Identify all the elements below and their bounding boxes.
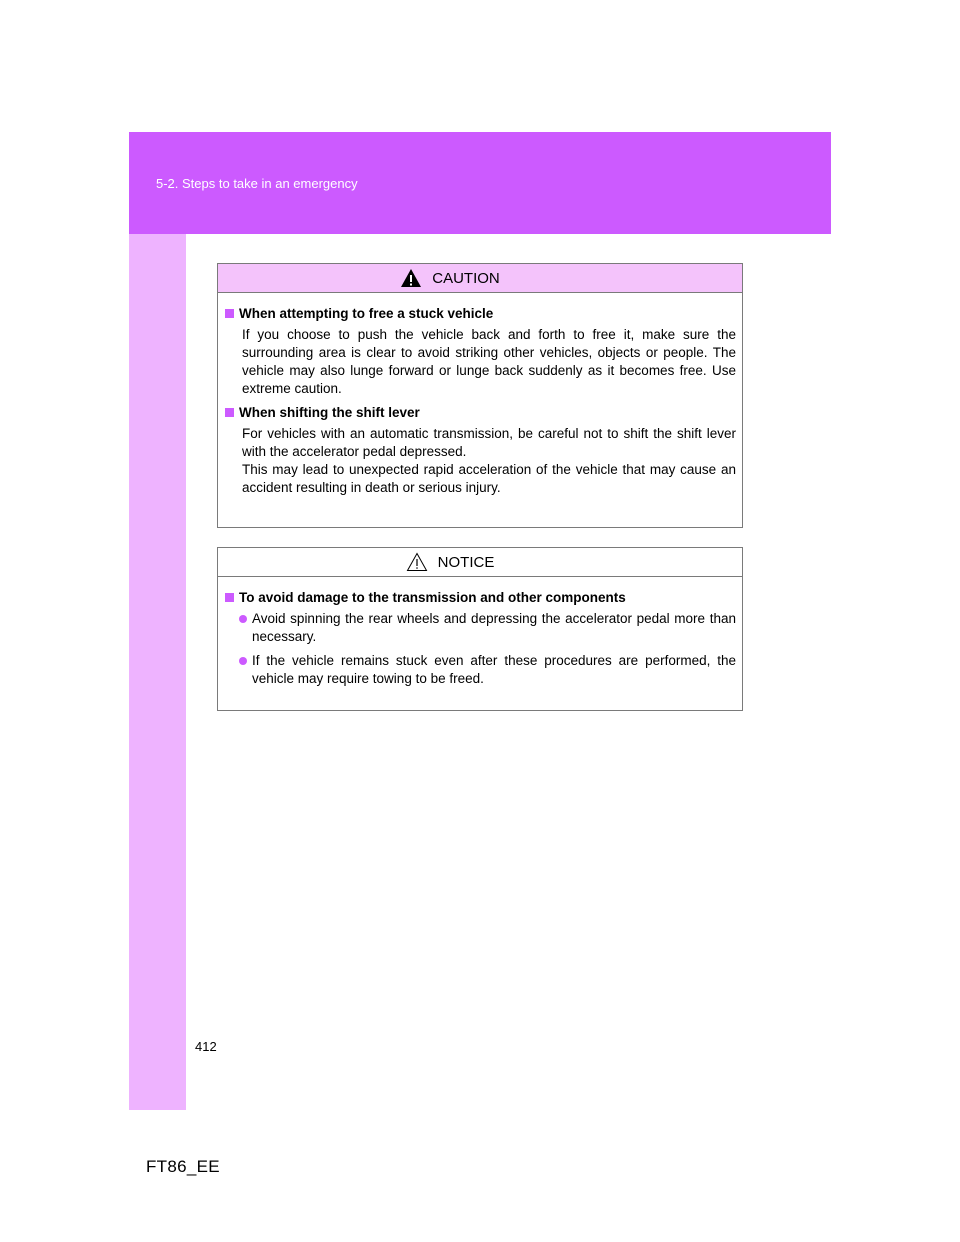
section-title: 5-2. Steps to take in an emergency: [156, 176, 358, 191]
caution-paragraph: For vehicles with an automatic transmission, be careful not to shift the shift lever with the accelerator pedal depressed.: [242, 426, 736, 459]
notice-box: [217, 547, 743, 711]
square-bullet-icon: [225, 593, 234, 602]
notice-list-item: If the vehicle remains stuck even after these procedures are performed, the vehicle may require towing to be freed.: [239, 652, 736, 688]
caution-section-heading: When shifting the shift lever: [225, 404, 736, 422]
footer-code: FT86_EE: [146, 1157, 220, 1176]
page-number: 412: [195, 1039, 217, 1054]
caution-title: CAUTION: [432, 269, 500, 287]
caution-paragraph: If you choose to push the vehicle back and forth to free it, make sure the surrounding area is clear to avoid striking other vehicles, objects or people. The vehicle may also lunge forward or lunge back suddenly as it becomes free. Use extreme caution.: [242, 327, 736, 396]
warning-outline-icon: [406, 552, 428, 572]
notice-header: [218, 548, 742, 577]
caution-paragraph: This may lead to unexpected rapid acceleration of the vehicle that may cause an accident resulting in death or serious injury.: [242, 462, 736, 495]
caution-body: [218, 293, 742, 497]
side-strip: [129, 234, 186, 1110]
dot-bullet-icon: [239, 657, 247, 665]
notice-list-item: Avoid spinning the rear wheels and depressing the accelerator pedal more than necessary.: [239, 610, 736, 646]
dot-bullet-icon: [239, 615, 247, 623]
caution-header: [218, 264, 742, 293]
notice-body: [218, 577, 742, 688]
warning-filled-icon: [400, 268, 422, 288]
square-bullet-icon: [225, 309, 234, 318]
caution-section-heading: When attempting to free a stuck vehicle: [225, 305, 736, 323]
caution-box: [217, 263, 743, 528]
square-bullet-icon: [225, 408, 234, 417]
notice-section-heading: To avoid damage to the transmission and other components: [225, 589, 736, 607]
notice-title: NOTICE: [437, 553, 495, 571]
